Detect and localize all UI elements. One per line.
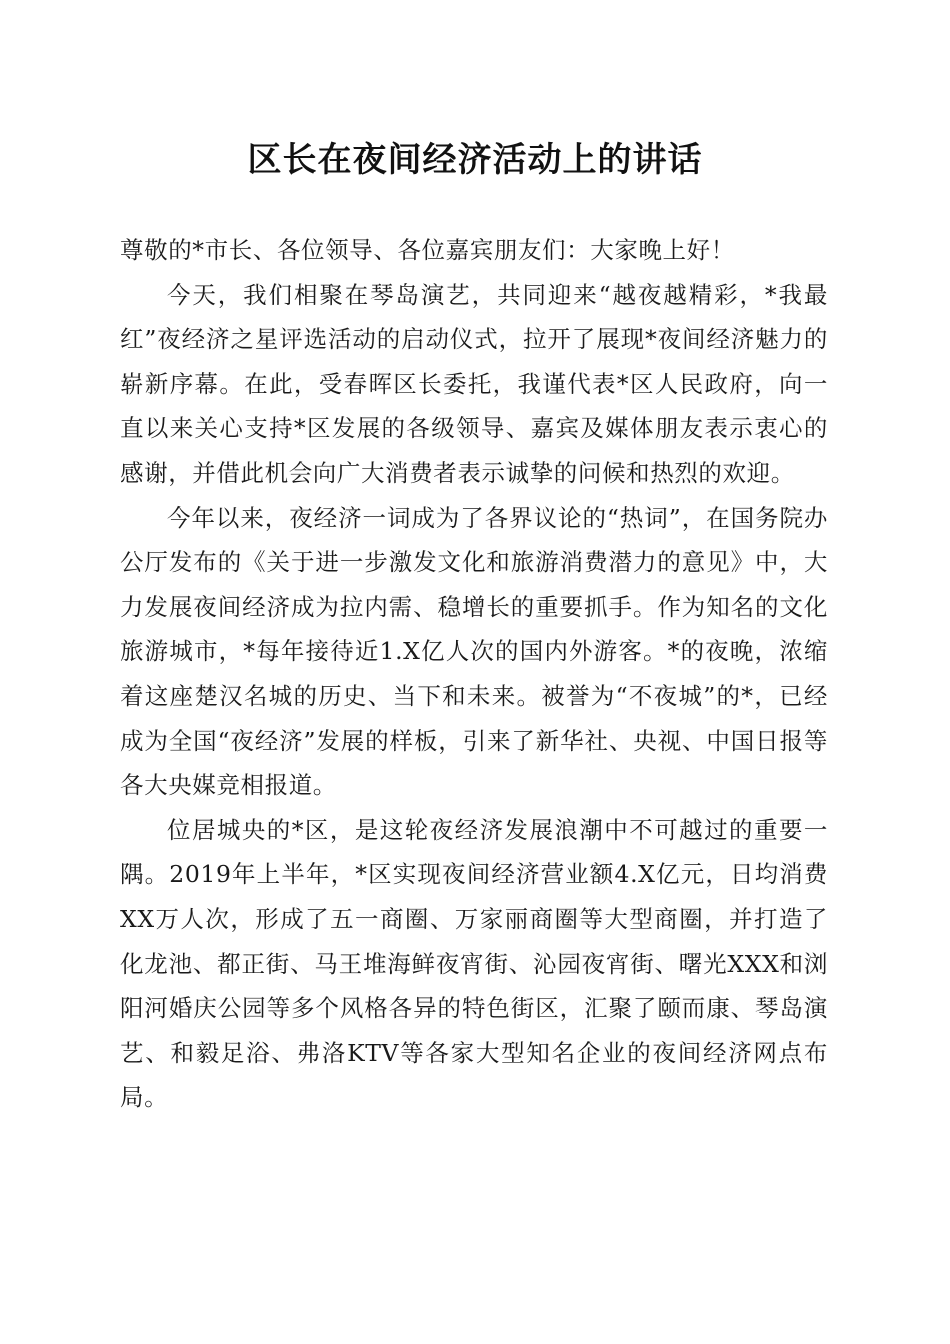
paragraph-opening: 今天，我们相聚在琴岛演艺，共同迎来“越夜越精彩，*我最红”夜经济之星评选活动的启动仪式，拉开了展现*夜间经济魅力的崭新序幕。在此，受春晖区长委托，我谨代表*区人民政府，向一直以来关心支持*区发展的各级领导、嘉宾及媒体朋友表示衷心的感谢，并借此机会向广大消费者表示诚挚的问候和热烈的欢迎。 bbox=[120, 280, 828, 487]
document-body bbox=[120, 228, 828, 1120]
paragraph-district: 位居城央的*区，是这轮夜经济发展浪潮中不可越过的重要一隅。2019年上半年，*区实现夜间经济营业额4.X亿元，日均消费XX万人次，形成了五一商圈、万家丽商圈等大型商圈，并打造了化龙池、都正街、马王堆海鲜夜宵街、沁园夜宵街、曙光XXX和浏阳河婚庆公园等多个风格各异的特色街区，汇聚了颐而康、琴岛演艺、和毅足浴、弗洛KTV等各家大型知名企业的夜间经济网点布局。 bbox=[120, 815, 828, 1112]
salutation: 尊敬的*市长、各位领导、各位嘉宾朋友们：大家晚上好！ bbox=[120, 236, 735, 264]
paragraph-background: 今年以来，夜经济一词成为了各界议论的“热词”，在国务院办公厅发布的《关于进一步激发文化和旅游消费潜力的意见》中，大力发展夜间经济成为拉内需、稳增长的重要抓手。作为知名的文化旅游城市，*每年接待近1.X亿人次的国内外游客。*的夜晚，浓缩着这座楚汉名城的历史、当下和未来。被誉为“不夜城”的*，已经成为全国“夜经济”发展的样板，引来了新华社、央视、中国日报等各大央媒竞相报道。 bbox=[120, 503, 828, 800]
document-title: 区长在夜间经济活动上的讲话 bbox=[247, 140, 703, 180]
